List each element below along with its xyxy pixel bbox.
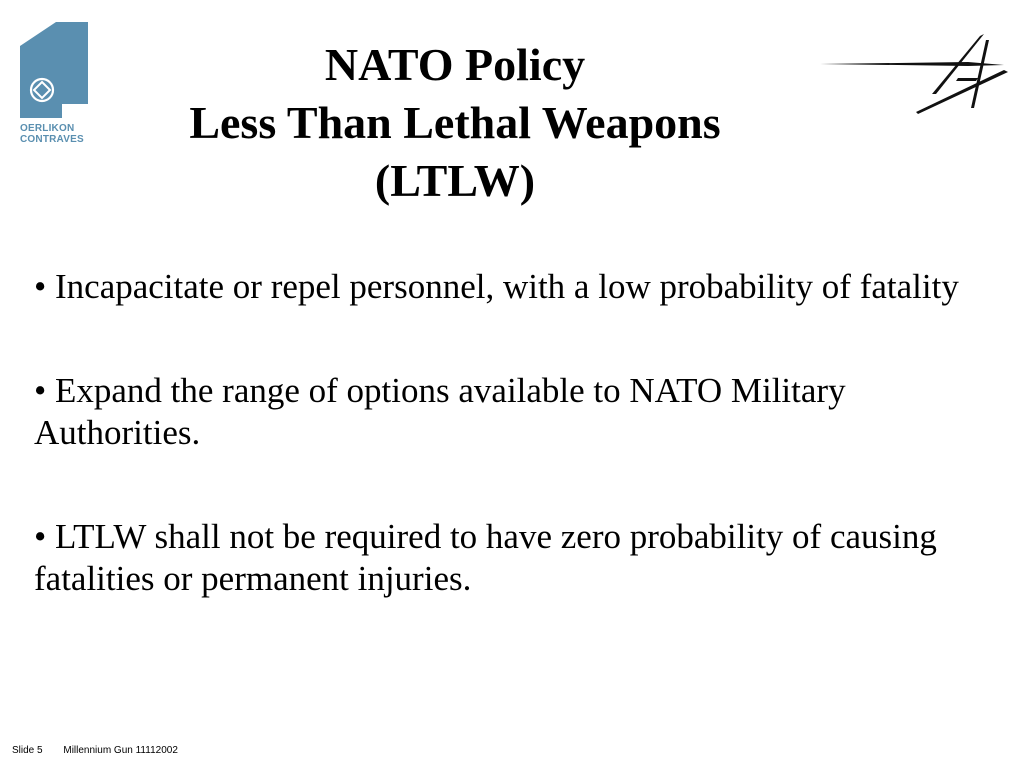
bullet-item-3: • LTLW shall not be required to have zero probability of causing fatalities or permanent injuries.	[34, 517, 937, 598]
logo-line-1: OERLIKON	[20, 123, 75, 134]
presentation-name: Millennium Gun 11112002	[63, 745, 178, 756]
oerlikon-contraves-logo	[18, 20, 90, 144]
slide-title	[130, 36, 780, 210]
oerlikon-logo-icon	[18, 20, 90, 120]
logo-line-2: CONTRAVES	[20, 134, 84, 145]
stylized-aircraft-logo-icon	[818, 32, 1014, 116]
slide-number: Slide 5	[12, 745, 43, 756]
title-line-2: Less Than Lethal Weapons	[189, 97, 721, 148]
bullet-item-1: • Incapacitate or repel personnel, with a low probability of fatality	[34, 267, 959, 306]
bullet-item-2: • Expand the range of options available to NATO Military Authorities.	[34, 371, 846, 452]
slide-footer	[12, 745, 178, 756]
title-line-3: (LTLW)	[374, 155, 536, 206]
title-line-1: NATO Policy	[324, 39, 586, 90]
bullet-list	[34, 266, 984, 662]
